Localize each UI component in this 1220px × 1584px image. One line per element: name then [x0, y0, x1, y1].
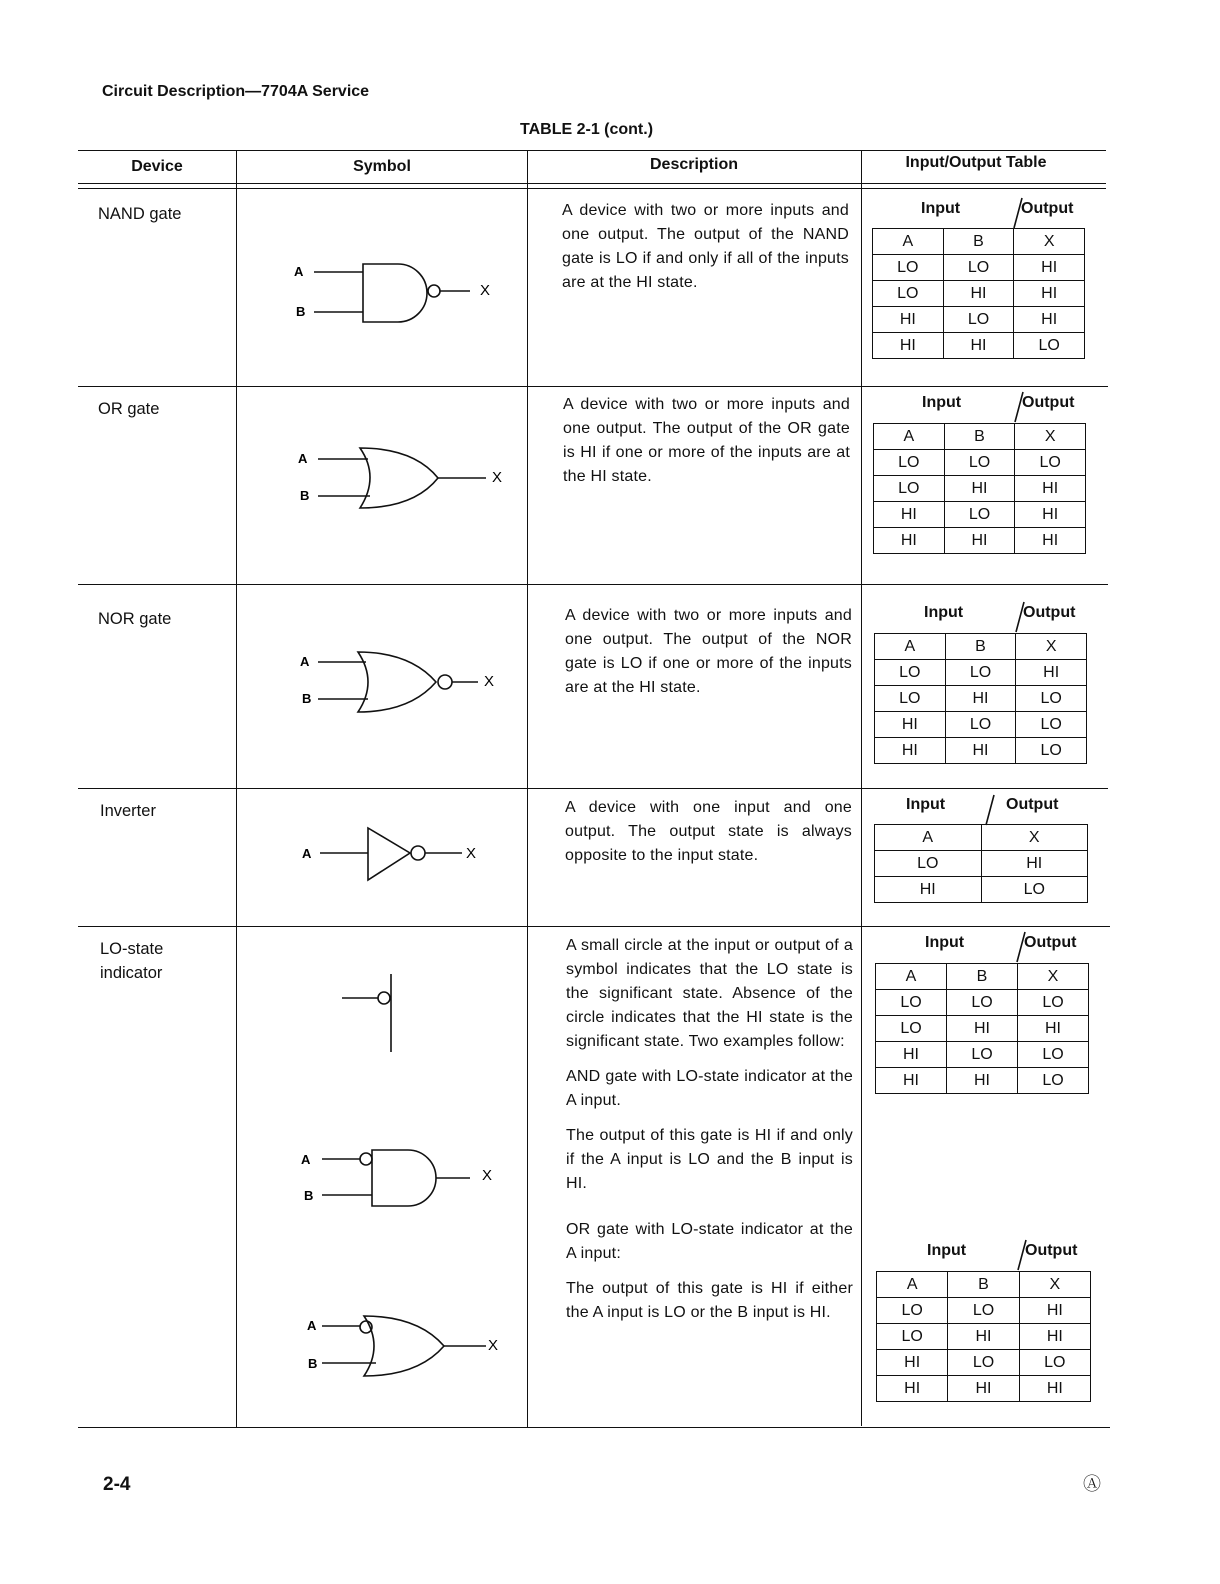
description-nor: A device with two or more inputs and one output. The output of the NOR gate is LO if one or more of the inputs are at the HI state. — [565, 607, 852, 696]
tt-cell: HI — [875, 877, 982, 903]
io-slash — [1012, 600, 1026, 634]
tt-cell: HI — [944, 476, 1015, 502]
tt-header: B — [944, 424, 1015, 450]
description-paragraph: A small circle at the input or output of a symbol indicates that the LO state is the significant state. Absence of the circle indicates that the HI state is the significant state. Two examples follow: — [566, 937, 853, 1050]
output-x-label: X — [466, 845, 477, 862]
io-input-label: Input — [924, 604, 964, 621]
publisher-mark: Ⓐ — [1083, 1474, 1101, 1494]
tt-cell: LO — [875, 686, 946, 712]
output-x-label: X — [484, 673, 495, 690]
io-input-label: Input — [925, 934, 965, 951]
tt-cell: HI — [873, 333, 944, 359]
tt-cell: HI — [1019, 1324, 1090, 1350]
tt-cell: LO — [1015, 450, 1086, 476]
description-paragraph: OR gate with LO-state indicator at the A input: — [566, 1221, 853, 1262]
tt-cell: HI — [876, 1068, 947, 1094]
tt-cell: LO — [1018, 990, 1089, 1016]
io-input-label: Input — [906, 796, 946, 813]
tt-cell: LO — [948, 1350, 1019, 1376]
tt-cell: HI — [948, 1376, 1019, 1402]
table-title: TABLE 2-1 (cont.) — [520, 121, 654, 138]
device-nand: NAND gate — [98, 205, 182, 223]
io-output-label: Output — [1022, 394, 1075, 411]
description-paragraph: AND gate with LO-state indicator at the A input. — [566, 1068, 853, 1109]
io-output-label: Output — [1021, 200, 1074, 217]
tt-header: X — [1018, 964, 1089, 990]
tt-cell: HI — [947, 1068, 1018, 1094]
tt-header: A — [873, 229, 944, 255]
input-b-label: B — [302, 691, 312, 706]
tt-cell: HI — [1018, 1016, 1089, 1042]
or-gate-symbol — [238, 388, 526, 584]
running-head: Circuit Description—7704A Service — [102, 83, 370, 100]
tt-cell: HI — [981, 851, 1088, 877]
io-input-label: Input — [927, 1242, 967, 1259]
table-bottom-rule — [78, 1427, 1110, 1428]
tt-cell: LO — [876, 1016, 947, 1042]
description-paragraph: The output of this gate is HI if and only if the A input is LO and the B input is HI. — [566, 1127, 853, 1192]
output-x-label: X — [488, 1337, 499, 1354]
tt-cell: HI — [945, 738, 1016, 764]
tt-cell: HI — [1014, 307, 1085, 333]
tt-cell: HI — [943, 281, 1014, 307]
tt-cell: HI — [875, 738, 946, 764]
io-slash — [1010, 196, 1024, 230]
io-output-label: Output — [1023, 604, 1076, 621]
tt-cell: HI — [1014, 281, 1085, 307]
tt-cell: HI — [1015, 528, 1086, 554]
tt-cell: HI — [875, 712, 946, 738]
row-divider-3 — [78, 788, 1108, 789]
tt-cell: HI — [944, 528, 1015, 554]
input-b-label: B — [296, 304, 306, 319]
tt-cell: LO — [1014, 333, 1085, 359]
truth-table-nor — [874, 633, 1087, 764]
tt-header: X — [981, 825, 1088, 851]
tt-cell: LO — [1016, 738, 1087, 764]
tt-cell: LO — [1019, 1350, 1090, 1376]
tt-cell: LO — [948, 1298, 1019, 1324]
tt-cell: LO — [947, 990, 1018, 1016]
tt-header: A — [875, 634, 946, 660]
output-x-label: X — [480, 282, 491, 299]
tt-cell: HI — [945, 686, 1016, 712]
header-bottom-rule-1 — [78, 183, 1106, 184]
tt-header: A — [875, 825, 982, 851]
column-header-io-table: Input/Output Table — [905, 154, 1047, 171]
header-top-rule — [78, 150, 1106, 151]
io-slash — [982, 793, 996, 827]
tt-cell: LO — [944, 502, 1015, 528]
description-paragraph: The output of this gate is HI if either the A input is LO or the B input is HI. — [566, 1280, 853, 1321]
nand-gate-symbol — [238, 190, 526, 386]
input-a-label: A — [298, 451, 308, 466]
output-x-label: X — [492, 469, 503, 486]
io-input-label: Input — [921, 200, 961, 217]
tt-header: B — [948, 1272, 1019, 1298]
tt-cell: HI — [877, 1376, 948, 1402]
tt-header: B — [947, 964, 1018, 990]
tt-cell: HI — [947, 1016, 1018, 1042]
inverter-symbol — [238, 790, 526, 926]
tt-cell: HI — [874, 528, 945, 554]
tt-header: X — [1016, 634, 1087, 660]
description-or: A device with two or more inputs and one output. The output of the OR gate is HI if one or more of the inputs are at the HI state. — [563, 396, 850, 485]
device-inverter: Inverter — [100, 802, 156, 820]
tt-header: A — [874, 424, 945, 450]
tt-cell: LO — [1018, 1042, 1089, 1068]
device-label-line1: LO-state — [100, 940, 164, 958]
input-a-label: A — [302, 846, 312, 861]
tt-cell: HI — [948, 1324, 1019, 1350]
tt-cell: HI — [943, 333, 1014, 359]
tt-cell: LO — [1016, 712, 1087, 738]
input-b-label: B — [300, 488, 310, 503]
output-x-label: X — [482, 1167, 493, 1184]
tt-cell: LO — [943, 255, 1014, 281]
tt-cell: HI — [873, 307, 944, 333]
tt-cell: HI — [874, 502, 945, 528]
column-header-symbol: Symbol — [353, 158, 411, 175]
tt-header: X — [1019, 1272, 1090, 1298]
tt-cell: HI — [1019, 1298, 1090, 1324]
description-lo-state — [566, 934, 853, 1325]
tt-cell: LO — [873, 281, 944, 307]
io-output-label: Output — [1024, 934, 1077, 951]
row-divider-2 — [78, 584, 1108, 585]
description-inverter: A device with one input and one output. The output state is always opposite to the input state. — [565, 799, 852, 864]
column-header-device: Device — [131, 158, 183, 175]
device-nor: NOR gate — [98, 610, 172, 628]
header-bottom-rule-2 — [78, 188, 1106, 189]
row-divider-4 — [78, 926, 1110, 927]
lo-state-symbols — [238, 928, 528, 1426]
tt-header: B — [945, 634, 1016, 660]
tt-cell: LO — [877, 1298, 948, 1324]
io-slash — [1014, 1238, 1028, 1272]
tt-cell: LO — [945, 712, 1016, 738]
tt-cell: HI — [876, 1042, 947, 1068]
page-number: 2-4 — [103, 1474, 131, 1495]
input-a-label: A — [294, 264, 304, 279]
tt-cell: LO — [945, 660, 1016, 686]
tt-cell: LO — [875, 851, 982, 877]
tt-cell: HI — [877, 1350, 948, 1376]
input-a-label: A — [307, 1318, 317, 1333]
io-output-label: Output — [1006, 796, 1059, 813]
truth-table-or-lo-indicator — [876, 1271, 1091, 1402]
tt-cell: HI — [1016, 660, 1087, 686]
nor-gate-symbol — [238, 586, 526, 786]
truth-table-inverter — [874, 824, 1088, 903]
tt-cell: HI — [1015, 476, 1086, 502]
tt-cell: HI — [1015, 502, 1086, 528]
truth-table-nand — [872, 228, 1085, 359]
tt-cell: LO — [981, 877, 1088, 903]
input-a-label: A — [301, 1152, 311, 1167]
description-nand: A device with two or more inputs and one output. The output of the NAND gate is LO if and only if all of the inputs are at the HI state. — [562, 202, 849, 291]
row-divider-1 — [78, 386, 1108, 387]
tt-cell: HI — [1014, 255, 1085, 281]
tt-header: A — [876, 964, 947, 990]
tt-cell: LO — [875, 660, 946, 686]
tt-cell: HI — [1019, 1376, 1090, 1402]
io-slash — [1011, 390, 1025, 424]
io-output-label: Output — [1025, 1242, 1078, 1259]
column-header-description: Description — [649, 156, 738, 173]
tt-cell: LO — [1016, 686, 1087, 712]
device-label-line2: indicator — [100, 964, 163, 982]
tt-cell: LO — [944, 450, 1015, 476]
input-b-label: B — [308, 1356, 318, 1371]
tt-cell: LO — [876, 990, 947, 1016]
column-divider-1 — [236, 150, 237, 1428]
tt-cell: LO — [873, 255, 944, 281]
device-or: OR gate — [98, 400, 160, 418]
truth-table-or — [873, 423, 1086, 554]
input-b-label: B — [304, 1188, 314, 1203]
tt-header: X — [1014, 229, 1085, 255]
io-slash — [1013, 930, 1027, 964]
tt-cell: LO — [877, 1324, 948, 1350]
tt-header: A — [877, 1272, 948, 1298]
input-a-label: A — [300, 654, 310, 669]
tt-cell: LO — [943, 307, 1014, 333]
tt-header: X — [1015, 424, 1086, 450]
io-input-label: Input — [922, 394, 962, 411]
tt-cell: LO — [1018, 1068, 1089, 1094]
device-lo-state-indicator — [100, 937, 163, 985]
tt-cell: LO — [947, 1042, 1018, 1068]
tt-cell: LO — [874, 476, 945, 502]
tt-cell: LO — [874, 450, 945, 476]
tt-header: B — [943, 229, 1014, 255]
truth-table-and-lo-indicator — [875, 963, 1089, 1094]
